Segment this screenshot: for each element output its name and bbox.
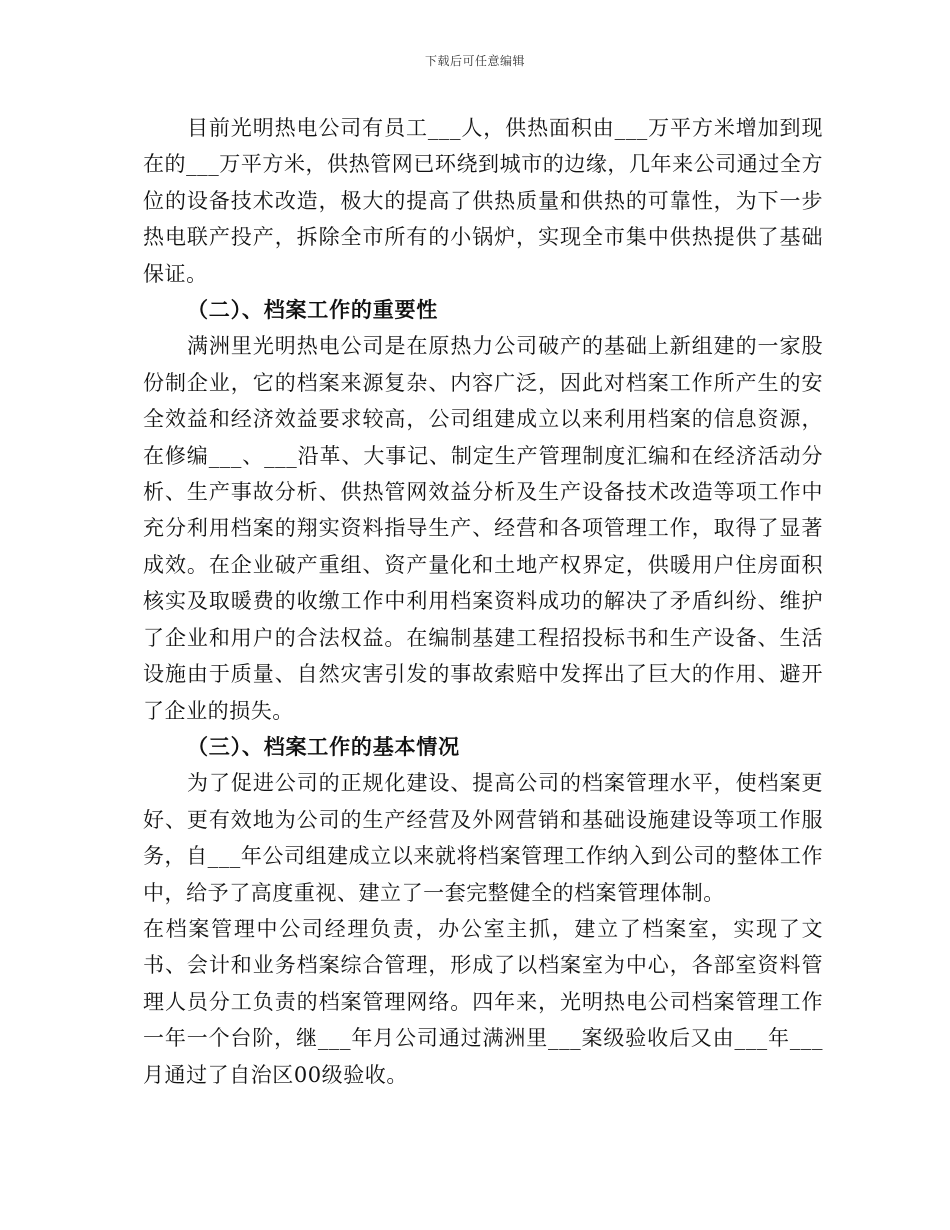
section-heading-importance: （二）、档案工作的重要性 bbox=[187, 297, 439, 323]
paragraph-basic-situation: 为了促进公司的正规化建设、提高公司的档案管理水平，使档案更好、更有效地为公司的生产经营及外网营销和基础设施建设等项工作服务，自___年公司组建成立以来就将档案管理工作纳入到公司的整体工作中，给予了高度重视、建立了一套完整健全的档案管理体制。 bbox=[143, 771, 823, 905]
paragraph-importance: 满洲里光明热电公司是在原热力公司破产的基础上新组建的一家股份制企业，它的档案来源复杂、内容广泛，因此对档案工作所产生的安全效益和经济效益要求较高，公司组建成立以来利用档案的信息资源，在修编___、___沿革、大事记、制定生产管理制度汇编和在经济活动分析、生产事故分析、供热管网效益分析及生产设备技术改造等项工作中充分利用档案的翔实资料指导生产、经营和各项管理工作，取得了显著成效。在企业破产重组、资产量化和土地产权界定，供暖用户住房面积核实及取暖费的收缴工作中利用档案资料成功的解决了矛盾纠纷、维护了企业和用户的合法权益。在编制基建工程招投标书和生产设备、生活设施由于质量、自然灾害引发的事故索赔中发挥出了巨大的作用、避开了企业的损失。 bbox=[143, 334, 823, 723]
paragraph-staff-heating: 目前光明热电公司有员工___人，供热面积由___万平方米增加到现在的___万平方米，供热管网已环绕到城市的边缘，几年来公司通过全方位的设备技术改造，极大的提高了供热质量和供热的可靠性，为下一步热电联产投产，拆除全市所有的小锅炉，实现全市集中供热提供了基础保证。 bbox=[143, 116, 823, 286]
paragraph-management-network: 在档案管理中公司经理负责，办公室主抓，建立了档案室，实现了文书、会计和业务档案综合管理，形成了以档案室为中心，各部室资料管理人员分工负责的档案管理网络。四年来，光明热电公司档案管理工作一年一个台阶，继___年月公司通过满洲里___案级验收后又由___年___月通过了自治区00级验收。 bbox=[143, 916, 823, 1087]
section-heading-basic-situation: （三）、档案工作的基本情况 bbox=[187, 733, 460, 759]
page-header: 下载后可任意编辑 bbox=[424, 54, 525, 68]
document-body bbox=[143, 110, 823, 1093]
